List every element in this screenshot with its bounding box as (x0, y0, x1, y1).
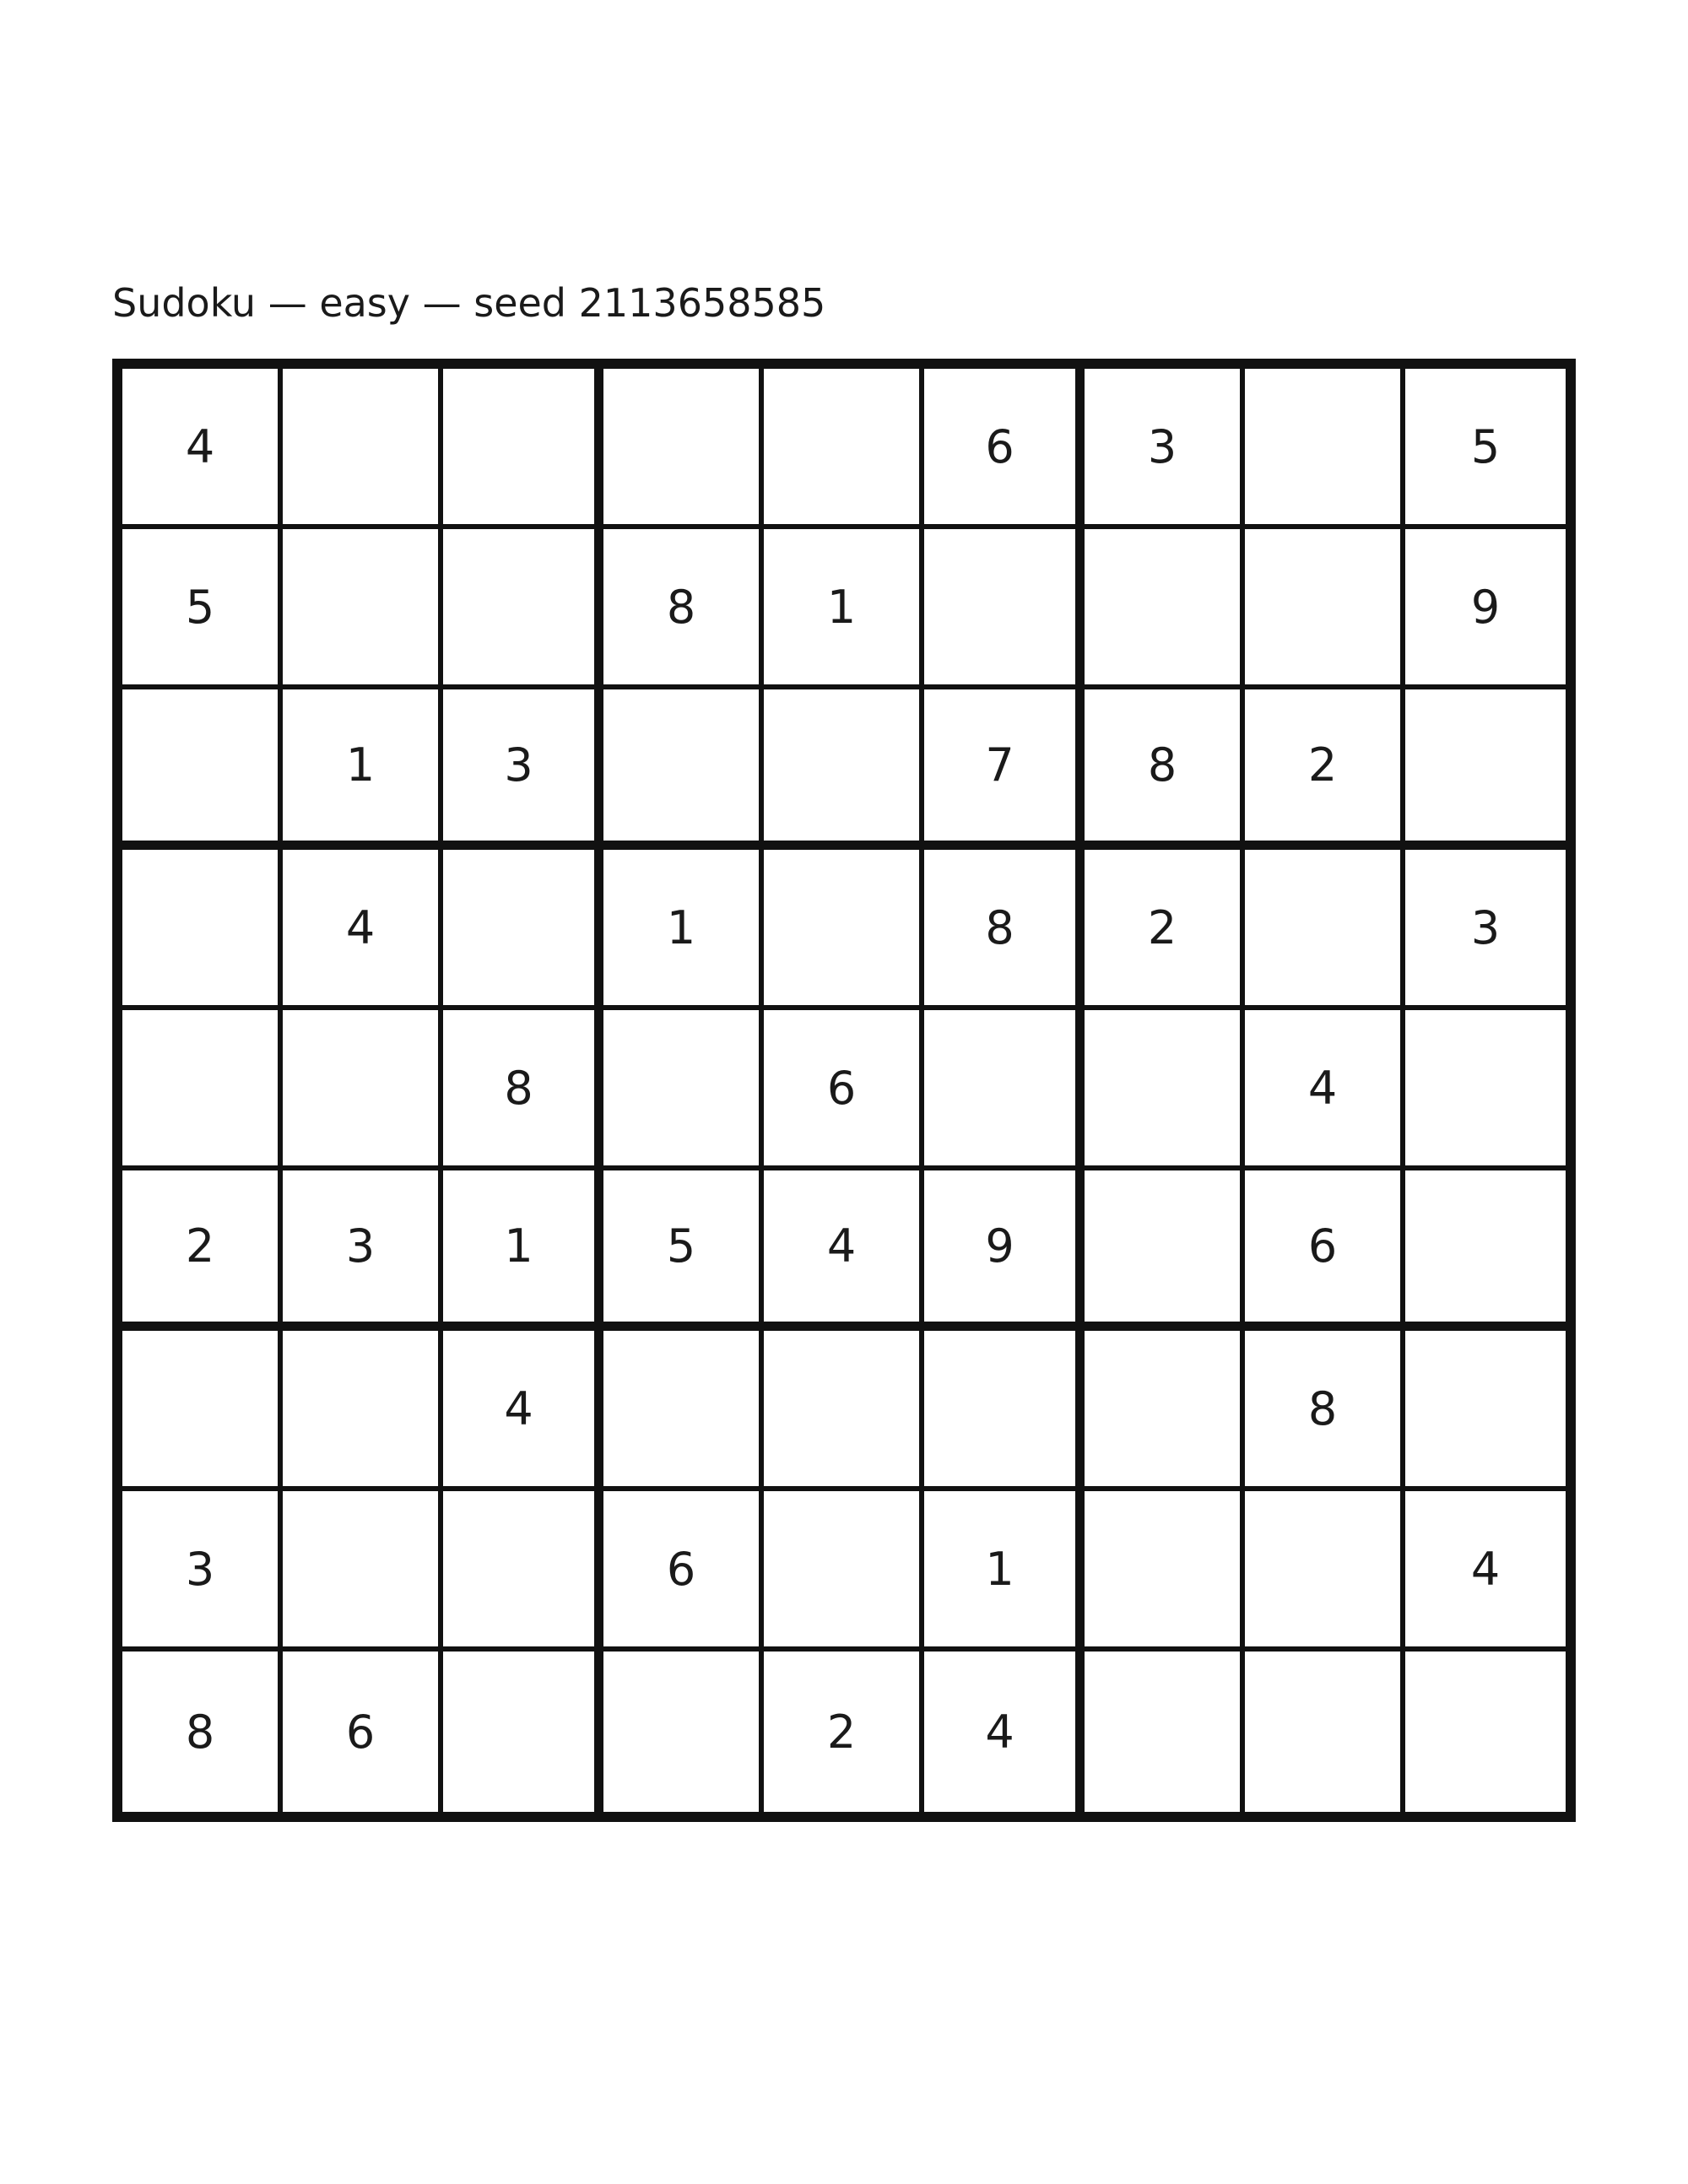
cell-r5-c4 (603, 1010, 764, 1170)
cell-r3-c3: 3 (443, 689, 603, 850)
cell-r5-c3: 8 (443, 1010, 603, 1170)
cell-r8-c5 (764, 1491, 924, 1652)
cell-r2-c7 (1085, 529, 1245, 689)
cell-r4-c5 (764, 850, 924, 1010)
cell-r6-c9 (1405, 1170, 1566, 1331)
cell-r6-c3: 1 (443, 1170, 603, 1331)
cell-r2-c8 (1245, 529, 1405, 689)
cell-r5-c5: 6 (764, 1010, 924, 1170)
cell-r1-c4 (603, 369, 764, 529)
cell-r1-c2 (283, 369, 443, 529)
cell-r1-c9: 5 (1405, 369, 1566, 529)
cell-r4-c1 (122, 850, 283, 1010)
cell-r6-c6: 9 (924, 1170, 1085, 1331)
cell-r9-c9 (1405, 1652, 1566, 1812)
cell-r4-c7: 2 (1085, 850, 1245, 1010)
cell-r2-c5: 1 (764, 529, 924, 689)
cell-r3-c6: 7 (924, 689, 1085, 850)
cell-r3-c9 (1405, 689, 1566, 850)
sudoku-grid (112, 359, 1576, 1822)
cell-r2-c6 (924, 529, 1085, 689)
cell-r2-c9: 9 (1405, 529, 1566, 689)
cell-r9-c8 (1245, 1652, 1405, 1812)
cell-r3-c4 (603, 689, 764, 850)
cell-r9-c2: 6 (283, 1652, 443, 1812)
cell-r3-c5 (764, 689, 924, 850)
cell-r8-c8 (1245, 1491, 1405, 1652)
cell-r4-c6: 8 (924, 850, 1085, 1010)
cell-r6-c2: 3 (283, 1170, 443, 1331)
cell-r4-c8 (1245, 850, 1405, 1010)
cell-r6-c7 (1085, 1170, 1245, 1331)
cell-r7-c6 (924, 1331, 1085, 1491)
cell-r1-c5 (764, 369, 924, 529)
page-title: Sudoku — easy — seed 2113658585 (112, 280, 826, 326)
cell-r9-c1: 8 (122, 1652, 283, 1812)
cell-r4-c2: 4 (283, 850, 443, 1010)
cell-r2-c1: 5 (122, 529, 283, 689)
cell-r7-c1 (122, 1331, 283, 1491)
cell-r8-c3 (443, 1491, 603, 1652)
cell-r2-c3 (443, 529, 603, 689)
cell-r5-c6 (924, 1010, 1085, 1170)
cell-r5-c2 (283, 1010, 443, 1170)
cell-r7-c2 (283, 1331, 443, 1491)
cell-r5-c1 (122, 1010, 283, 1170)
cell-r1-c1: 4 (122, 369, 283, 529)
cell-r1-c3 (443, 369, 603, 529)
cell-r7-c4 (603, 1331, 764, 1491)
cell-r7-c8: 8 (1245, 1331, 1405, 1491)
cell-r3-c8: 2 (1245, 689, 1405, 850)
cell-r6-c1: 2 (122, 1170, 283, 1331)
cell-r9-c4 (603, 1652, 764, 1812)
cell-r1-c8 (1245, 369, 1405, 529)
cell-r6-c4: 5 (603, 1170, 764, 1331)
cell-r7-c5 (764, 1331, 924, 1491)
cell-r5-c9 (1405, 1010, 1566, 1170)
cell-r3-c7: 8 (1085, 689, 1245, 850)
cell-r7-c9 (1405, 1331, 1566, 1491)
cell-r3-c1 (122, 689, 283, 850)
cell-r4-c4: 1 (603, 850, 764, 1010)
cell-r4-c3 (443, 850, 603, 1010)
cell-r8-c4: 6 (603, 1491, 764, 1652)
cell-r8-c6: 1 (924, 1491, 1085, 1652)
cell-r8-c2 (283, 1491, 443, 1652)
cell-r6-c8: 6 (1245, 1170, 1405, 1331)
cell-r9-c6: 4 (924, 1652, 1085, 1812)
cell-r3-c2: 1 (283, 689, 443, 850)
cell-r2-c2 (283, 529, 443, 689)
cell-r5-c7 (1085, 1010, 1245, 1170)
cell-r8-c1: 3 (122, 1491, 283, 1652)
cell-r8-c9: 4 (1405, 1491, 1566, 1652)
cell-r4-c9: 3 (1405, 850, 1566, 1010)
cell-r6-c5: 4 (764, 1170, 924, 1331)
cell-r1-c7: 3 (1085, 369, 1245, 529)
cell-r7-c3: 4 (443, 1331, 603, 1491)
cell-r9-c5: 2 (764, 1652, 924, 1812)
cell-r8-c7 (1085, 1491, 1245, 1652)
cell-r5-c8: 4 (1245, 1010, 1405, 1170)
cell-r7-c7 (1085, 1331, 1245, 1491)
cell-r1-c6: 6 (924, 369, 1085, 529)
cell-r9-c3 (443, 1652, 603, 1812)
cell-r9-c7 (1085, 1652, 1245, 1812)
cell-r2-c4: 8 (603, 529, 764, 689)
